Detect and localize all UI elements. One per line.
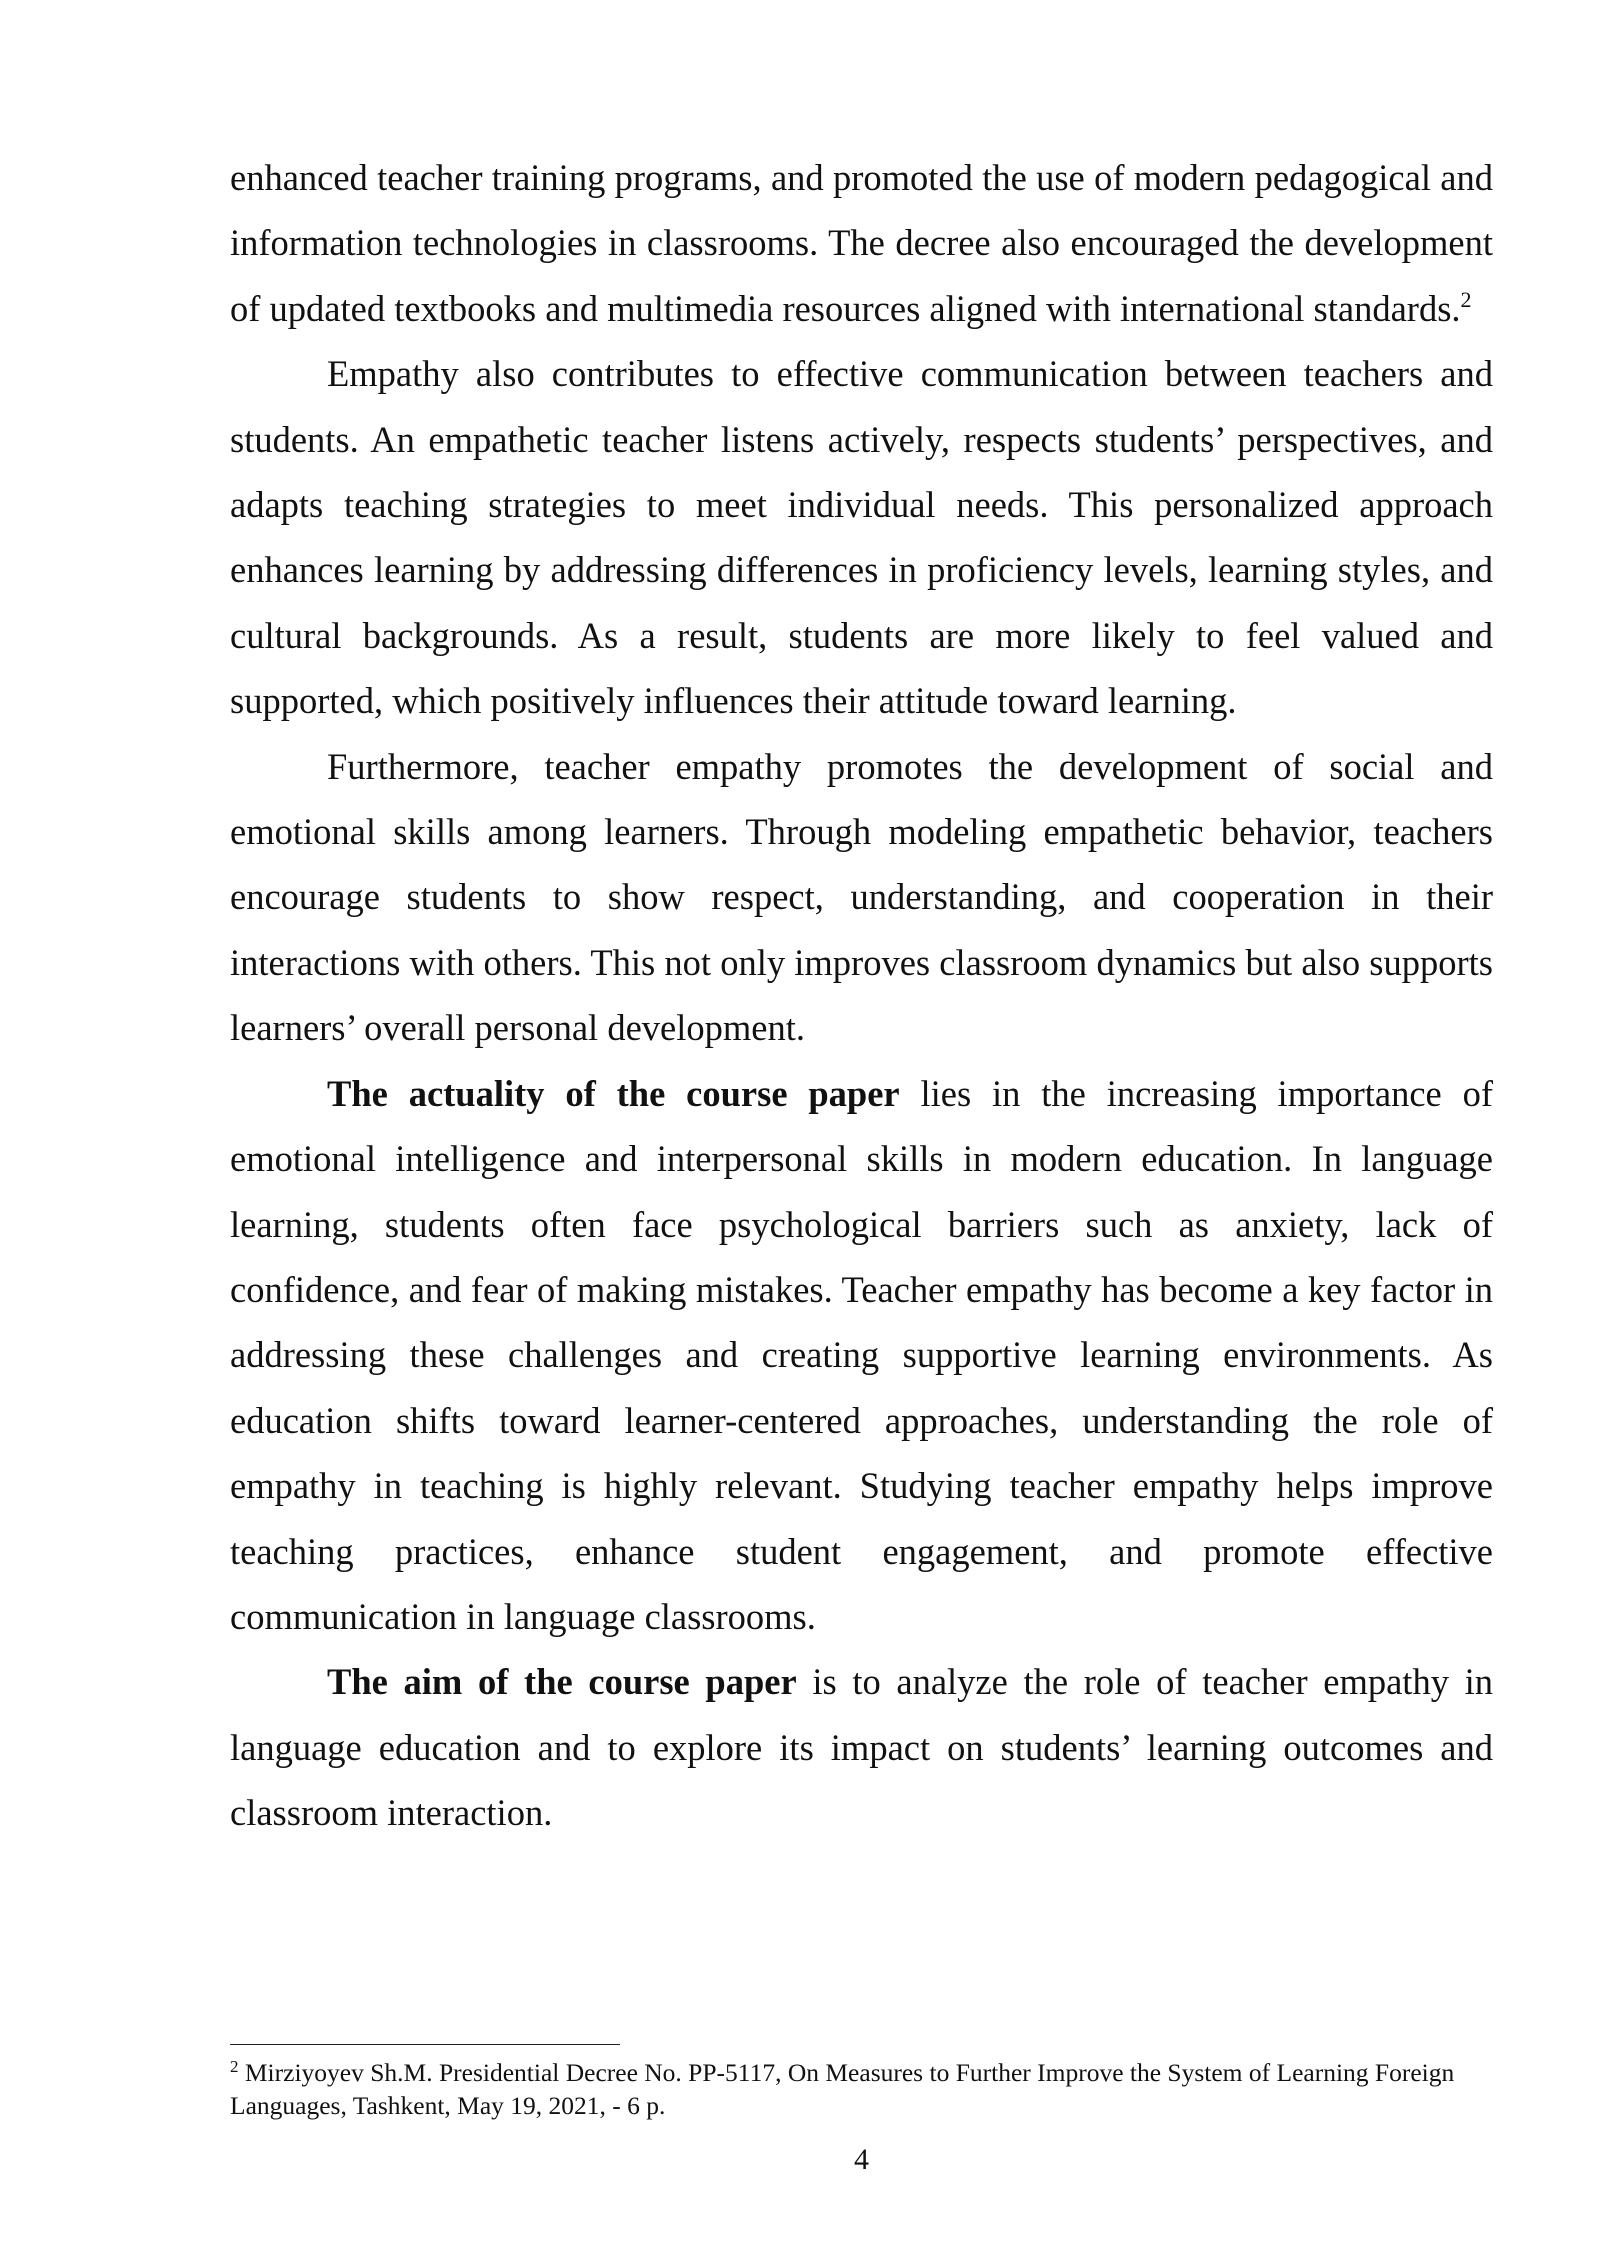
footnote-marker: 2: [230, 2057, 239, 2076]
paragraph-text: Empathy also contributes to effective communication between teachers and students. An empathetic teacher listens actively, respects students’ perspectives, and adapts teaching strategies to meet individual needs. This personalized approach enhances learning by addressing differences in proficiency levels, learning styles, and cultural backgrounds. As a result, students are more likely to feel valued and supported, which positively influences their attitude toward learning.: [230, 353, 1493, 722]
paragraph-lead-heading: The aim of the course paper: [327, 1661, 797, 1703]
paragraph-text: is to analyze the role of teacher empathy in language education and to explore its impact on students’ learning outcomes and classroom interaction.: [230, 1661, 1494, 1834]
paragraph-text: Furthermore, teacher empathy promotes the development of social and emotional skills among learners. Through modeling empathetic behavior, teachers encourage students to show respect, understanding, and cooperation in their interactions with others. This not only improves classroom dynamics but also supports learners’ overall personal development.: [230, 745, 1493, 1049]
footnote-separator: [230, 2044, 620, 2045]
footnote-reference[interactable]: 2: [1460, 286, 1472, 312]
paragraph-communication: [230, 341, 1493, 733]
footnote-text: Mirziyoyev Sh.M. Presidential Decree No. PP-5117, On Measures to Further Improve the System of Learning Foreign Languages, Tashkent, May 19, 2021, - 6 p.: [230, 2058, 1455, 2120]
paragraph-social-emotional-skills: [230, 734, 1493, 1061]
body-text: [230, 145, 1493, 1846]
paragraph-aim: [230, 1649, 1493, 1845]
paragraph-actuality: [230, 1061, 1493, 1650]
paragraph-lead-heading: The actuality of the course paper: [327, 1072, 900, 1114]
paragraph-text: enhanced teacher training programs, and promoted the use of modern pedagogical and information technologies in classrooms. The decree also encouraged the development of updated textbooks and multimedia resources aligned with international standards.: [230, 157, 1493, 329]
paragraph-decree-continuation: [230, 145, 1493, 341]
paragraph-text: lies in the increasing importance of emotional intelligence and interpersonal skills in modern education. In language learning, students often face psychological barriers such as anxiety, lack of confidence, and fear of making mistakes. Teacher empathy has become a key factor in addressing these challenges and creating supportive learning environments. As education shifts toward learner-centered approaches, understanding the role of empathy in teaching is highly relevant. Studying teacher empathy helps improve teaching practices, enhance student engagement, and promote effective communication in language classrooms.: [230, 1072, 1493, 1637]
footnote: [230, 2056, 1493, 2122]
page-number: 4: [854, 2143, 869, 2176]
